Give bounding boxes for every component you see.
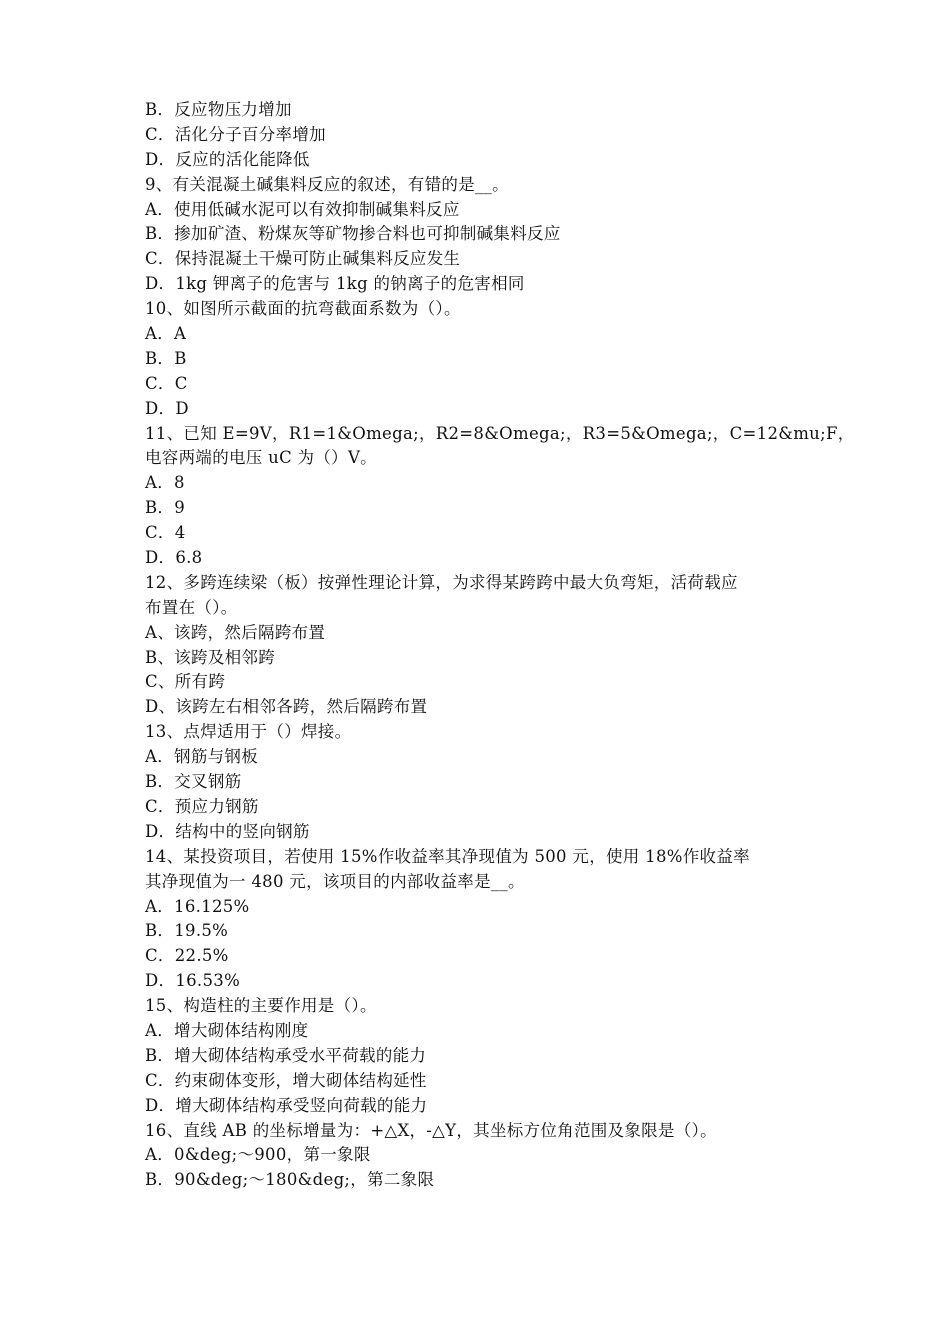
text-line: 其净现值为一 480 元，该项目的内部收益率是__。 <box>145 871 525 891</box>
text-line: 11、已知 E=9V，R1=1&Omega;，R2=8&Omega;，R3=5&Omega;，C=12&mu;F， <box>145 423 855 443</box>
document-page <box>145 98 855 1193</box>
text-line: A．使用低碱水泥可以有效抑制碱集料反应 <box>145 199 460 219</box>
text-line: A．钢筋与钢板 <box>145 747 259 767</box>
text-line: A、该跨，然后隔跨布置 <box>145 622 326 642</box>
text-line: A．增大砌体结构刚度 <box>145 1020 309 1040</box>
text-line: C．预应力钢筋 <box>145 796 259 816</box>
text-line: A．16.125% <box>145 896 250 916</box>
text-line: 10、如图所示截面的抗弯截面系数为（）。 <box>145 299 461 319</box>
text-line: 12、多跨连续梁（板）按弹性理论计算，为求得某跨跨中最大负弯矩，活荷载应 <box>145 572 738 592</box>
text-line: C．约束砌体变形，增大砌体结构延性 <box>145 1070 427 1090</box>
text-line: B．9 <box>145 498 186 518</box>
text-line: C．活化分子百分率增加 <box>145 124 326 144</box>
text-line: 电容两端的电压 uC 为（）V。 <box>145 448 377 468</box>
text-line: A．0&deg;～900，第一象限 <box>145 1145 371 1165</box>
text-line: D．结构中的竖向钢筋 <box>145 821 310 841</box>
text-line: D、该跨左右相邻各跨，然后隔跨布置 <box>145 697 428 717</box>
text-line: D．增大砌体结构承受竖向荷载的能力 <box>145 1095 428 1115</box>
text-line: D．6.8 <box>145 548 203 568</box>
text-line: C．4 <box>145 523 186 543</box>
text-line: B、该跨及相邻跨 <box>145 647 276 667</box>
text-line: 13、点焊适用于（）焊接。 <box>145 722 352 742</box>
text-line: 9、有关混凝土碱集料反应的叙述，有错的是__。 <box>145 174 509 194</box>
text-line: 16、直线 AB 的坐标增量为：+△X，-△Y，其坐标方位角范围及象限是（）。 <box>145 1120 717 1140</box>
text-line: D．D <box>145 398 189 418</box>
text-line: 布置在（）。 <box>145 597 238 617</box>
text-line: A．8 <box>145 473 185 493</box>
text-line: B．90&deg;～180&deg;，第二象限 <box>145 1170 435 1190</box>
text-line: B．反应物压力增加 <box>145 100 292 119</box>
text-line: C．保持混凝土干燥可防止碱集料反应发生 <box>145 249 461 269</box>
text-line: B．交叉钢筋 <box>145 772 242 792</box>
text-line: B．掺加矿渣、粉煤灰等矿物掺合料也可抑制碱集料反应 <box>145 224 561 244</box>
text-line: C．C <box>145 373 188 393</box>
text-line: C．22.5% <box>145 946 229 966</box>
text-line: A．A <box>145 324 187 344</box>
text-line: B．增大砌体结构承受水平荷载的能力 <box>145 1045 427 1065</box>
text-line: D．1kg 钾离子的危害与 1kg 的钠离子的危害相同 <box>145 274 525 294</box>
text-line: 15、构造柱的主要作用是（）。 <box>145 996 377 1016</box>
text-line: D．反应的活化能降低 <box>145 149 310 169</box>
text-line: B．B <box>145 348 187 368</box>
text-line: 14、某投资项目，若使用 15%作收益率其净现值为 500 元，使用 18%作收益率 <box>145 846 750 866</box>
text-line: B．19.5% <box>145 921 229 941</box>
text-line: C、所有跨 <box>145 672 226 692</box>
text-line: D．16.53% <box>145 971 241 991</box>
